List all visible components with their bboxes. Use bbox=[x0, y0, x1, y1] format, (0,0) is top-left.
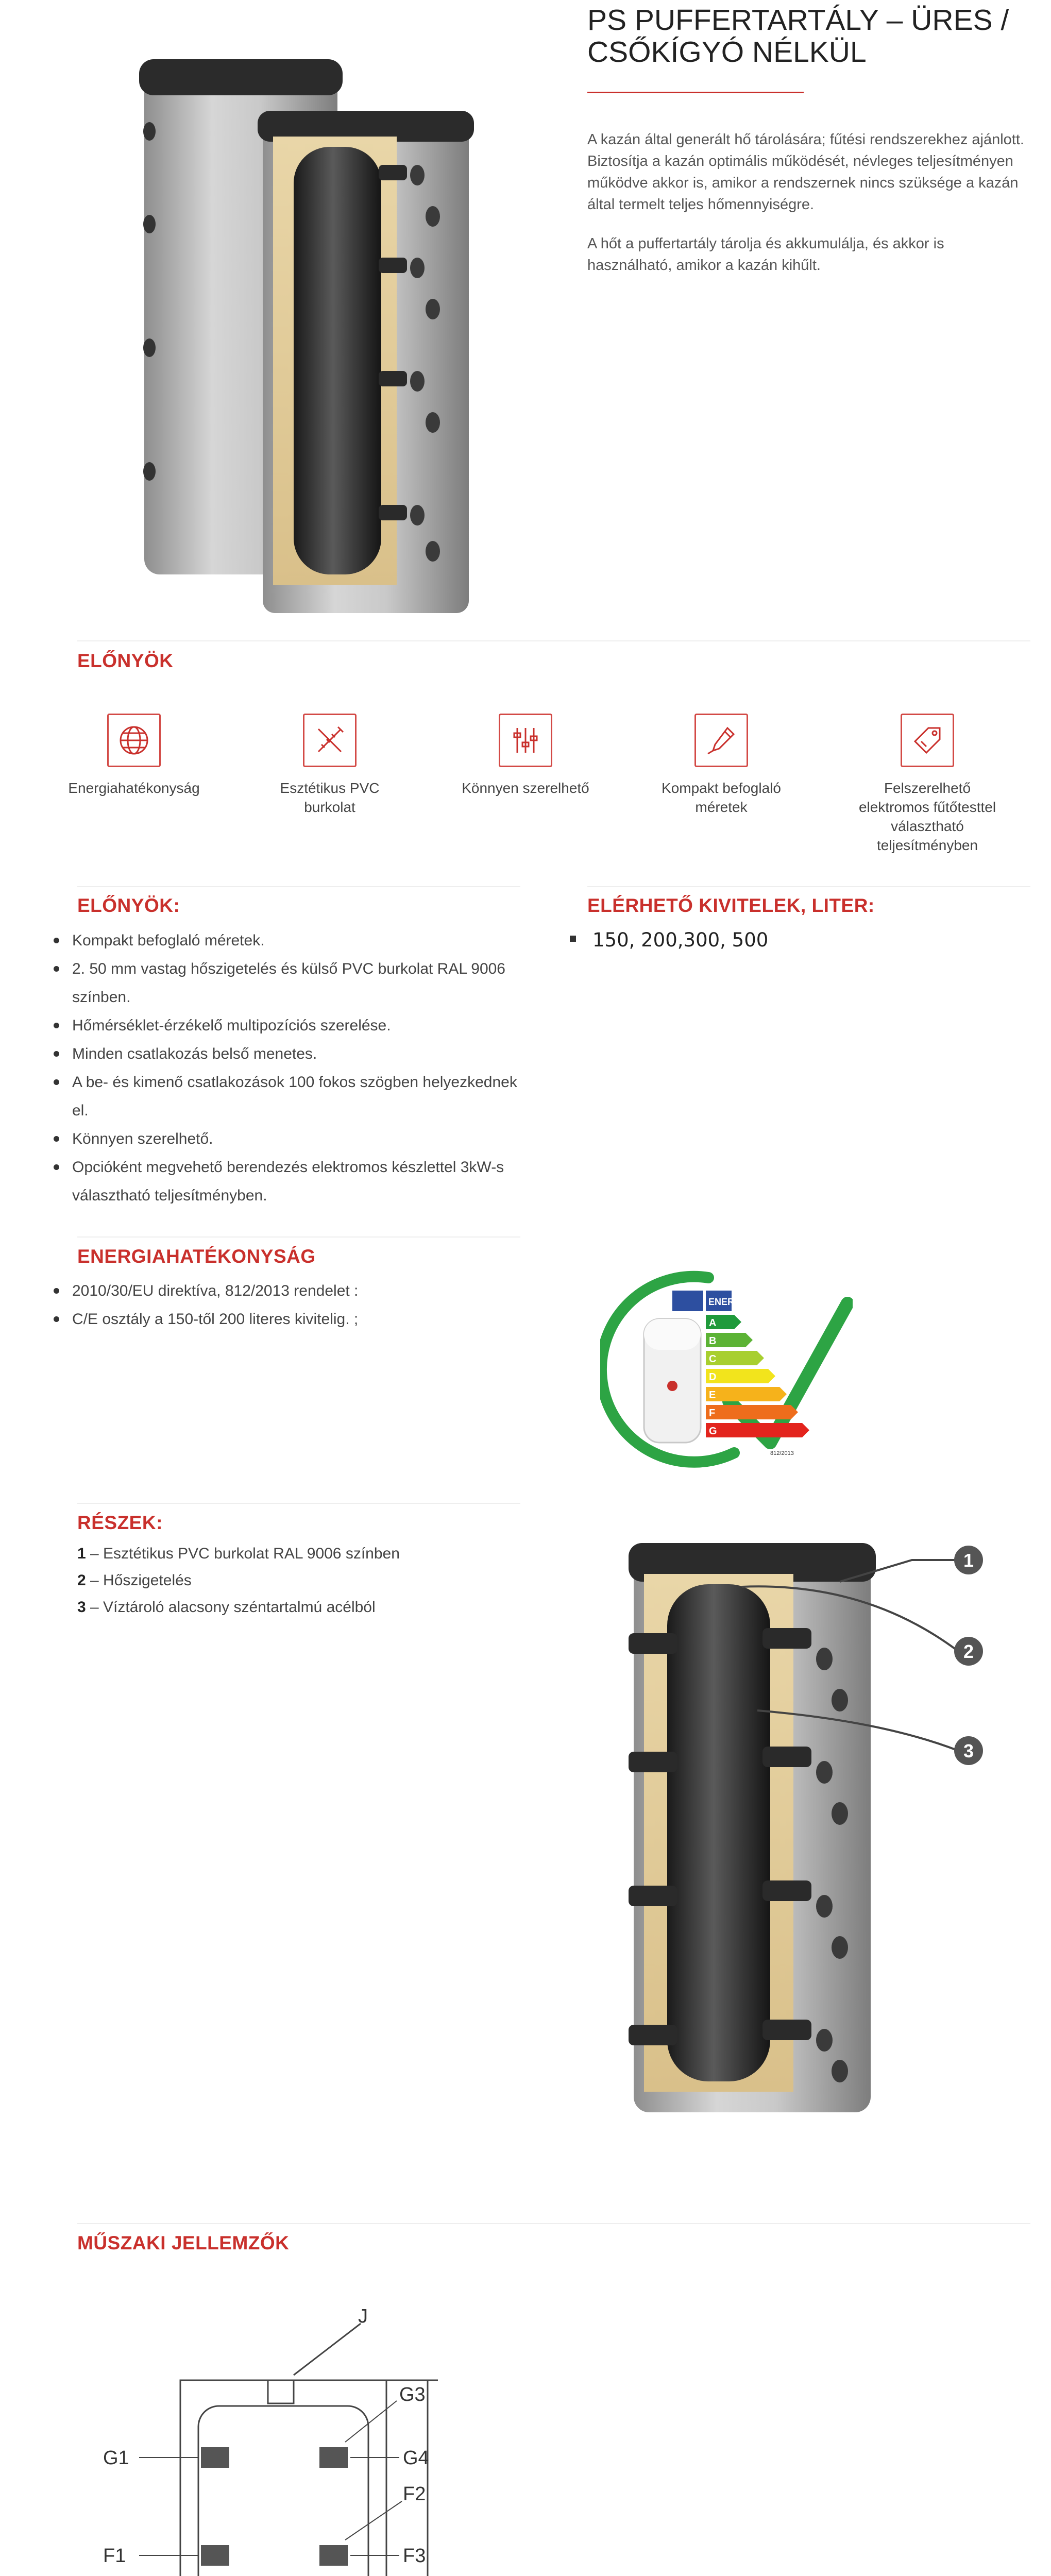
energy-class-letter: D bbox=[709, 1371, 717, 1383]
part-item bbox=[77, 1594, 520, 1621]
label-f3: F3 bbox=[403, 2545, 426, 2567]
part-item bbox=[77, 1567, 520, 1594]
square-bullet-icon bbox=[570, 936, 576, 942]
title-underline bbox=[587, 92, 804, 93]
callout-2: 2 bbox=[963, 1641, 974, 1662]
divider bbox=[77, 1236, 520, 1238]
energy-label-image bbox=[600, 1247, 853, 1479]
label-g1: G1 bbox=[103, 2447, 129, 2469]
part-text: – Esztétikus PVC burkolat RAL 9006 színben bbox=[86, 1545, 400, 1562]
intro-paragraph-2: A hőt a puffertartály tárolja és akkumulálja, és akkor is használható, amikor a kazán kihűlt. bbox=[587, 235, 944, 274]
specs-heading: MŰSZAKI JELLEMZŐK bbox=[77, 2232, 290, 2253]
parts-heading: RÉSZEK: bbox=[77, 1512, 163, 1533]
list-item: Kompakt befoglaló méretek. bbox=[52, 926, 526, 955]
part-number: 3 bbox=[77, 1599, 86, 1616]
list-item: 2. 50 mm vastag hőszigetelés és külső PVC burkolat RAL 9006 színben. bbox=[52, 955, 526, 1011]
sliders-icon bbox=[499, 714, 552, 767]
divider bbox=[77, 886, 520, 887]
energy-class-letter: A bbox=[709, 1317, 717, 1329]
technical-drawing bbox=[88, 2303, 510, 2576]
energy-label-footer: 812/2013 bbox=[770, 1450, 794, 1456]
variants-value: 150, 200,300, 500 bbox=[592, 929, 769, 951]
list-item: Opcióként megvehető berendezés elektromos készlettel 3kW-s választható teljesítményben. bbox=[52, 1153, 526, 1210]
energy-list bbox=[52, 1277, 515, 1333]
parts-cutaway-image bbox=[598, 1525, 1041, 2143]
divider bbox=[77, 2223, 1030, 2224]
energy-class-bar bbox=[706, 1405, 798, 1419]
feature-label: Felszerelhető elektromos fűtőtesttel választható teljesítményben bbox=[858, 780, 996, 853]
advantages-list bbox=[52, 926, 526, 1210]
variants-heading: ELÉRHETŐ KIVITELEK, LITER: bbox=[587, 895, 875, 916]
part-number: 1 bbox=[77, 1545, 86, 1562]
parts-list bbox=[77, 1540, 520, 1621]
feature-label: Kompakt befoglaló méretek bbox=[662, 780, 781, 815]
energy-label-title: ENERG bbox=[708, 1297, 742, 1307]
feature-install bbox=[448, 714, 603, 798]
pen-tool-icon bbox=[694, 714, 748, 767]
list-item: A be- és kimenő csatlakozások 100 fokos szögben helyezkednek el. bbox=[52, 1068, 526, 1125]
feature-label: Esztétikus PVC burkolat bbox=[280, 780, 380, 815]
list-item: C/E osztály a 150-től 200 literes kivitelig. ; bbox=[52, 1305, 515, 1333]
label-g4: G4 bbox=[403, 2447, 429, 2469]
energy-class-letter: C bbox=[709, 1353, 717, 1365]
list-item: Minden csatlakozás belső menetes. bbox=[52, 1040, 526, 1068]
energy-class-bar bbox=[706, 1423, 809, 1437]
divider bbox=[77, 1503, 520, 1504]
part-text: – Víztároló alacsony széntartalmú acélból bbox=[86, 1599, 376, 1616]
variants-item bbox=[567, 927, 768, 953]
feature-energy bbox=[57, 714, 211, 798]
callout-1: 1 bbox=[963, 1550, 974, 1571]
feature-label: Energiahatékonyság bbox=[68, 780, 200, 796]
part-number: 2 bbox=[77, 1572, 86, 1589]
label-j: J bbox=[358, 2306, 368, 2327]
list-item: 2010/30/EU direktíva, 812/2013 rendelet : bbox=[52, 1277, 515, 1305]
energy-class-letter: G bbox=[709, 1426, 717, 1437]
label-f2: F2 bbox=[403, 2483, 426, 2505]
divider bbox=[587, 886, 1030, 887]
intro-text bbox=[587, 129, 1025, 294]
pencil-ruler-icon bbox=[303, 714, 357, 767]
energy-heading: ENERGIAHATÉKONYSÁG bbox=[77, 1246, 316, 1267]
tag-icon bbox=[901, 714, 954, 767]
advantages-heading: ELŐNYÖK bbox=[77, 650, 174, 671]
intro-paragraph-1: A kazán által generált hő tárolására; fűtési rendszerekhez ajánlott. Biztosítja a kazán optimális működését, névleges teljesítményen működve akkor is, amikor a rendszernek nincs szüksége a kazán által termelt teljes hőmennyiségre. bbox=[587, 131, 1024, 213]
list-item: Hőmérséklet-érzékelő multipozíciós szerelése. bbox=[52, 1011, 526, 1040]
energy-class-bar bbox=[706, 1387, 787, 1401]
part-text: – Hőszigetelés bbox=[86, 1572, 192, 1589]
feature-electric bbox=[850, 714, 1005, 855]
feature-pvc bbox=[252, 714, 407, 817]
energy-class-letter: B bbox=[709, 1335, 717, 1347]
energy-class-letter: E bbox=[709, 1389, 716, 1401]
feature-compact bbox=[644, 714, 799, 817]
energy-class-letter: F bbox=[709, 1408, 716, 1419]
label-f1: F1 bbox=[103, 2545, 126, 2567]
label-g3: G3 bbox=[399, 2384, 426, 2405]
globe-icon bbox=[107, 714, 161, 767]
callout-3: 3 bbox=[963, 1740, 974, 1761]
hero-tank-image bbox=[77, 10, 500, 618]
page-title: PS PUFFERTARTÁLY – ÜRES / CSŐKÍGYÓ NÉLKÜL bbox=[587, 4, 1009, 69]
advantages-list-heading: ELŐNYÖK: bbox=[77, 895, 180, 916]
variants-list bbox=[567, 927, 768, 953]
divider bbox=[77, 640, 1030, 641]
part-item bbox=[77, 1540, 520, 1567]
feature-label: Könnyen szerelhető bbox=[462, 780, 589, 796]
list-item: Könnyen szerelhető. bbox=[52, 1125, 526, 1153]
